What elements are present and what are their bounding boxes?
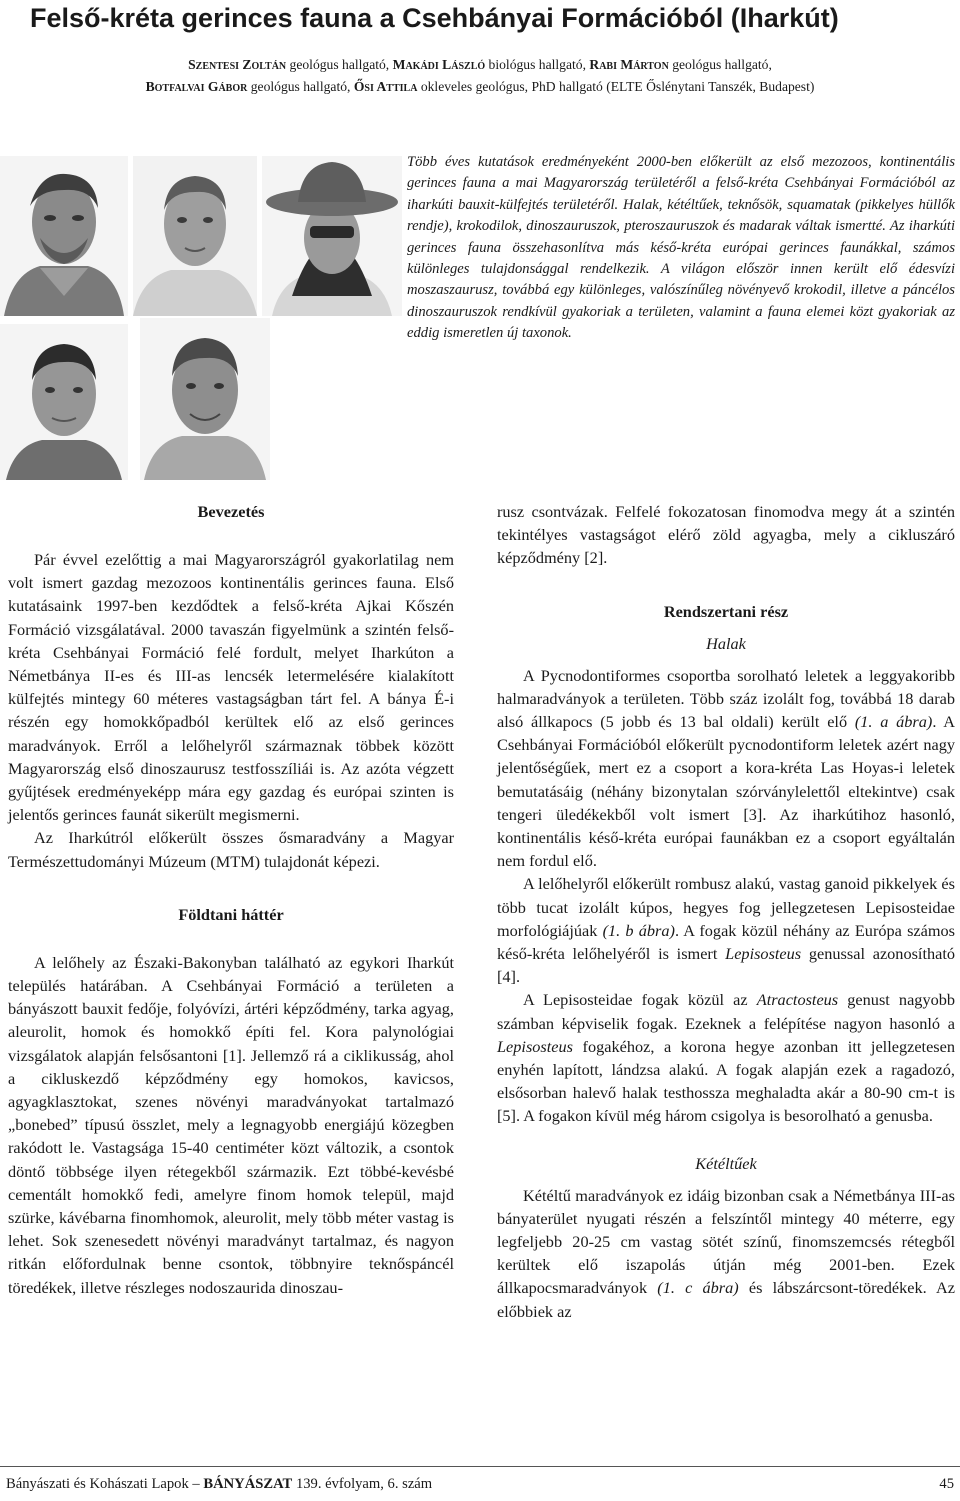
page-number: 45 (939, 1476, 954, 1492)
column-left (8, 500, 454, 1299)
genus-name: Atractosteus (756, 990, 839, 1010)
author-role: geológus hallgató, (247, 79, 354, 94)
author-role: biológus hallgató, (485, 57, 590, 72)
author-photos (0, 148, 410, 480)
paragraph: rusz csontvázak. Felfelé fokozatosan finomodva megy át a szintén tekintélyes vastagságot elérő zöld agyagba, mely a cikluszáró képződmény [2]. (497, 502, 955, 568)
author-name: Rabi Márton (589, 57, 669, 72)
genus-name: Lepisosteus (725, 944, 802, 964)
paragraph: A Pycnodontiformes csoportba sorolható leletek a leggyakoribb halmaradványok a területen. Több száz izolált fog, továbbá 18 darab alsó állkapocs (5 jobb és 13 bal oldali) került elő (1. a ábra). A Csehbányai Formációból előkerült pycnodontiform leletek azért nagy jelentőségűek, mert ez a csoport a kora-kréta Las Hoyas-i leletek bemutatásáig (néhány bizonytalan szórványlelettől eltekintve) csak tengeri üledékekből volt ismert [3]. Az iharkútihoz hasonló, kontinentális késő-kréta európai faunákban ez a csoport egyáltalán nem fordul elő. (497, 665, 956, 871)
journal-issue: 139. évfolyam, 6. szám (292, 1476, 433, 1492)
paragraph: Pár évvel ezelőttig a mai Magyarországról gyakorlatilag nem volt ismert gazdag mezozoos kontinentális gerinces fauna. Első kutatásaink 1997-ben kezdődtek a felső-kréta Ajkai Kőszén Formáció vizsgálatával. 2000 tavaszán figyelmünk a szintén felső-kréta Csehbányai Formáció felé fordult, melyet Iharkúton a Németbánya II-es és III-as lencsék letermelésére kialakított külfejtés mintegy 60 méteres vastagságban tárt fel. A bánya É-i részén egy homokkőpadból kerültek elő az első gerinces maradványok. Erről a lelőhelyről származnak többek között Magyarország első dinoszaurusz testfosszíliái is. Az azóta végzett gyűjtések eredményeképp mára egy gazdag és európai szinten is jelentős gerinces faunát sikerült megismerni. (8, 550, 454, 825)
author-role: geológus hallgató, (286, 57, 393, 72)
figure-reference: (1. b ábra) (602, 920, 675, 940)
journal-name: Bányászati és Kohászati Lapok – (6, 1476, 204, 1492)
footer (6, 1474, 954, 1494)
section-heading-foldtani-hatter: Földtani háttér (178, 904, 284, 924)
paragraph: A lelőhely az Északi-Bakonyban található az egykori Iharkút település határában. A Csehbányai Formáció a területen a bányászott bauxit fedője, folyóvízi, ártéri képződmény, tarka agyag, aleurolit, homok és homokkő építi fel. Kora palynológiai vizsgálatok alapján felsősantoni [1]. Jellemző rá a ciklikusság, ahol a cikluskezdő képződmény egy homokos, kavicsos, agyagklasztokat, szenes növényi maradványokat tartalmazó „bonebed” típusú összlet, mely a legnagyobb energiájú közegben rakódott le. Vastagsága 15-40 centiméter közt változik, a csontok döntő többsége ilyen rétegekből származik. Ezt többé-kevésbé cementált homokkő fedi, amelyre finom homok települ, majd szürke, kávébarna finomhomok, aleurolit, mely több méter vastag is lehet. Sok szenesedett növényi maradványt tartalmaz, és nagyon ritkán előfordulnak benne csontok, többnyire teknőspáncél töredékek, illetve részleges nodoszaurida dinoszau- (8, 952, 454, 1297)
article-title: Felső-kréta gerinces fauna a Csehbányai Formációból (Iharkút) (30, 3, 839, 33)
author-photo-1 (0, 156, 128, 316)
column-right (497, 500, 955, 1323)
author-photo-5 (140, 318, 270, 480)
author-name: Makádi László (392, 57, 486, 72)
author-list (8, 54, 952, 98)
author-photo-3 (262, 156, 402, 316)
author-line-1 (8, 54, 952, 76)
author-photo-4 (0, 324, 128, 480)
journal-name-bold: BÁNYÁSZAT (203, 1476, 293, 1492)
paragraph: A Lepisosteidae fogak közül az Atractosteus genust nagyobb számban képviselik fogak. Ezeknek a felépítése nagyon hasonló a Lepisosteus fogakéhoz, a korona hegye azonban itt jellegzetesen enyhén lapított, lándzsa alakú. A fogak alapján ezek a ragadozó, elsősorban halevő halak testhossza meghaladta akár a 80-90 cm-t is [5]. A fogakon kívül még három csigolya is besorolható a genusba. (497, 990, 956, 1126)
author-name: Szentesi Zoltán (188, 57, 287, 72)
figure-reference: (1. c ábra) (657, 1278, 739, 1298)
subsection-heading-keteltuek: Kétéltűek (695, 1153, 757, 1173)
figure-reference: (1. a ábra) (854, 712, 933, 732)
section-heading-rendszertani-resz: Rendszertani rész (663, 601, 789, 621)
footer-rule (0, 1466, 960, 1467)
author-name: Ősi Attila (353, 79, 418, 94)
paragraph: A lelőhelyről előkerült rombusz alakú, vastag ganoid pikkelyek és több tucat izolált kúpos, hegyes fog jellegzetesen Lepisosteidae morfológiájúak (1. b ábra). A fogak közül néhány az Európa számos késő-kréta lelőhelyéről is ismert Lepisosteus genussal azonosítható [4]. (497, 874, 956, 987)
subsection-heading-halak: Halak (706, 633, 746, 653)
abstract: Több éves kutatások eredményeként 2000-ben előkerült az első mezozoos, kontinentális gerinces fauna a mai Magyarország területéről a felső-kréta Csehbányai Formációból az iharkúti bauxit-külfejtés területéről. Halak, kétéltűek, teknősök, squamatak (pikkelyes hüllők rendje), krokodilok, dinoszauruszok, pteroszauruszok és madarak váltak ismertté. Az iharkúti gerinces fauna összehasonlítva más késő-kréta európai gerinces faunákkal, számos különleges tulajdonsággal rendelkezik. A világon először innen került elő édesvízi moszaszaurusz, továbbá egy különleges, valószínűleg növényevő krokodil, illetve a páncélos dinoszauruszok rendkívül gyakoriak a területen, valamint a fauna elemei közt gyakoriak az eddig ismeretlen új taxonok. (407, 154, 955, 342)
author-line-2 (8, 76, 952, 98)
author-role: okleveles geológus, PhD hallgató (ELTE Őslénytani Tanszék, Budapest) (417, 79, 815, 94)
author-role: geológus hallgató, (668, 57, 772, 72)
genus-name: Lepisosteus (497, 1036, 573, 1056)
author-name: Botfalvai Gábor (145, 79, 248, 94)
paragraph: Kétéltű maradványok ez idáig bizonban csak a Németbánya III-as bányaterület nyugati részén a felszíntől mintegy 40 méterre, egy legfeljebb 20-25 cm vastag sötét színű, finomszemcsés rétegből kerültek elő iszapolás útján még 2001-ben. Ezek állkapocsmaradványok (1. c ábra) és lábszárcsont-töredékek. Az előbbiek az (497, 1185, 955, 1321)
paragraph: Az Iharkútról előkerült összes ősmaradvány a Magyar Természettudományi Múzeum (MTM) tulajdonát képezi. (8, 828, 454, 871)
author-photo-2 (133, 156, 257, 316)
section-heading-bevezetes: Bevezetés (197, 502, 265, 521)
